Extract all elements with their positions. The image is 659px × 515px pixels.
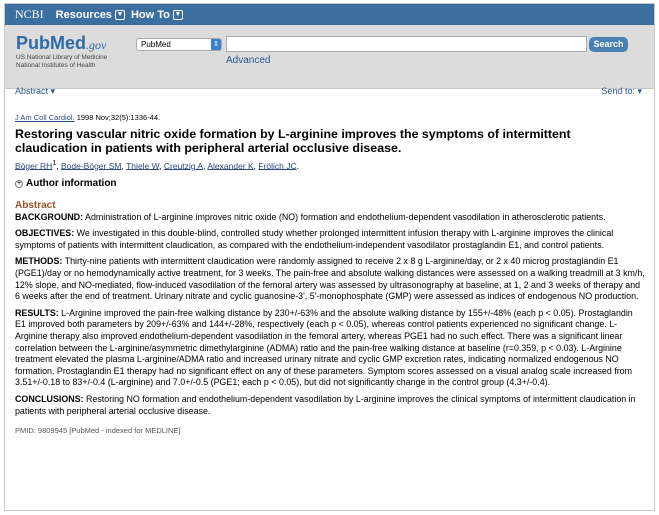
database-value: PubMed xyxy=(141,40,171,49)
author-link[interactable]: Frölich JC xyxy=(258,160,297,171)
section-label: BACKGROUND: xyxy=(15,211,84,222)
section-text: L-Arginine improved the pain-free walking distance by 230+/-63% and the absolute walking distance by 155+/-48% (each p < 0.05). Prostaglandin E1 improved both parameters by 209+/-63% and 144+/-28%, respectively (each p < 0.05), whereas control patients experienced no significant change. L-Arginine therapy also improved endothelium-dependent vasodilation in the femoral artery, whereas PGE1 had no such effect. There was a significant linear correlation between the L-arginine/asymmetric dimethylarginine (ADMA) ratio and the pain-free walking distance at baseline (r=0.359, p < 0.03). L-Arginine treatment elevated the plasma L-arginine/ADMA ratio and increased urinary nitrate and cyclic GMP excretion rates, indicating normalized endogenous NO formation. Prostaglandin E1 therapy had no significant effect on any of these parameters. Symptom scores assessed on a visual analog scale increased from 3.51+/-0.18 to 83+/-0.4 (L-arginine) and 7.0+/-0.5 (PGE1; each p < 0.05), but did not significantly change in the control group (4.3+/-0.4). xyxy=(15,307,633,388)
article-title: Restoring vascular nitric oxide formation by L-arginine improves the symptoms of intermittent claudication in patients with peripheral arterial occlusive disease. xyxy=(15,126,571,155)
caret-down-icon: ▾ xyxy=(637,86,642,96)
search-button[interactable]: Search xyxy=(589,37,628,52)
abstract-background xyxy=(15,212,645,224)
abstract-heading: Abstract xyxy=(15,199,56,211)
section-text: We investigated in this double-blind, controlled study whether prolonged intermittent infusion therapy with L-arginine improves the clinical symptoms of patients with intermittent claudication, as compared with the endothelium-independent vasodilator prostaglandin E1, and control patients. xyxy=(15,228,614,250)
author-link[interactable]: Bode-Böger SM xyxy=(61,160,122,171)
format-label: Abstract xyxy=(15,86,49,96)
format-dropdown[interactable] xyxy=(15,86,55,97)
section-label: OBJECTIVES: xyxy=(15,228,75,239)
page xyxy=(4,3,655,511)
caret-down-icon: ▾ xyxy=(50,86,56,96)
select-arrows-icon: ⇕ xyxy=(211,39,221,50)
logo-med: Med xyxy=(50,33,86,53)
author-information-toggle[interactable] xyxy=(15,178,645,190)
abstract-conclusions xyxy=(15,394,645,417)
author-link[interactable]: Alexander K xyxy=(207,160,254,171)
howto-menu[interactable] xyxy=(131,9,183,21)
author-link[interactable]: Creutzig A xyxy=(163,160,204,171)
chevron-down-icon: ▼ xyxy=(174,10,182,18)
author-link[interactable]: Thiele W xyxy=(126,160,160,171)
abstract-content xyxy=(15,112,645,437)
section-text: Administration of L-arginine improves nitric oxide (NO) formation and endothelium-dependent vasodilation in atherosclerotic patients. xyxy=(83,211,606,222)
abstract-methods xyxy=(15,256,645,302)
logo-sub2: National Institutes of Health xyxy=(16,62,96,69)
citation-details: 1998 Nov;32(5):1336-44. xyxy=(74,113,161,122)
section-text: Thirty-nine patients with intermittent claudication were randomly assigned to receive 2 x 8 g L-arginine/day, or 2 x 40 microg prostaglandin E1 (PGE1)/day or no hemodynamically active treatment, for 3 weeks. The pain-free and absolute walking distances were assessed on a walking treadmill at 3 km/h, 12% slope, and NO-mediated, flow-induced vasodilation of the femoral artery was assessed by ultrasonography at baseline, at 1, 2 and 3 weeks of therapy and 6 weeks after the end of treatment. Urinary nitrate and cyclic guanosine-3', 5'-monophosphate (GMP) were assessed as indices of endogenous NO production. xyxy=(15,256,645,302)
howto-label: How To xyxy=(130,8,170,21)
journal-link[interactable]: J Am Coll Cardiol. xyxy=(15,113,75,122)
database-select[interactable] xyxy=(136,38,222,51)
logo-sub1: US National Library of Medicine xyxy=(16,54,108,61)
send-to-label: Send to: xyxy=(601,86,635,96)
plus-icon: + xyxy=(16,179,22,187)
send-to-dropdown[interactable] xyxy=(601,86,642,97)
section-text: Restoring NO formation and endothelium-dependent vasodilation by L-arginine improves the clinical symptoms of intermittent claudication in patients with peripheral arterial occlusive disease. xyxy=(15,393,636,416)
section-label: RESULTS: xyxy=(15,307,59,318)
chevron-down-icon: ▼ xyxy=(116,10,124,18)
affiliation-sup: 1 xyxy=(52,158,57,167)
search-header xyxy=(5,25,654,89)
search-input[interactable] xyxy=(226,36,587,52)
ncbi-topbar xyxy=(5,4,654,25)
author-info-label: Author information xyxy=(26,178,117,190)
logo-gov: .gov xyxy=(86,38,107,52)
logo-pub: Pub xyxy=(16,33,50,53)
author-link[interactable]: Böger RH xyxy=(15,160,53,171)
ncbi-logo[interactable]: NCBI xyxy=(15,7,44,21)
pmid: PMID: 9809945 [PubMed - indexed for MEDLINE] xyxy=(15,426,181,436)
citation xyxy=(15,112,645,124)
abstract-objectives xyxy=(15,228,645,251)
pubmed-logo[interactable] xyxy=(16,33,107,70)
author-list: Böger $RH^1$, Bode-Böger SM, Thiele W, Creutzig A, Alexander K, Frölich JC. xyxy=(15,158,300,171)
section-label: CONCLUSIONS: xyxy=(15,393,84,404)
section-label: METHODS: xyxy=(15,256,63,267)
advanced-link[interactable]: Advanced xyxy=(226,55,271,66)
resources-label: Resources xyxy=(55,8,112,21)
resources-menu[interactable] xyxy=(56,9,125,21)
abstract-results xyxy=(15,308,645,389)
